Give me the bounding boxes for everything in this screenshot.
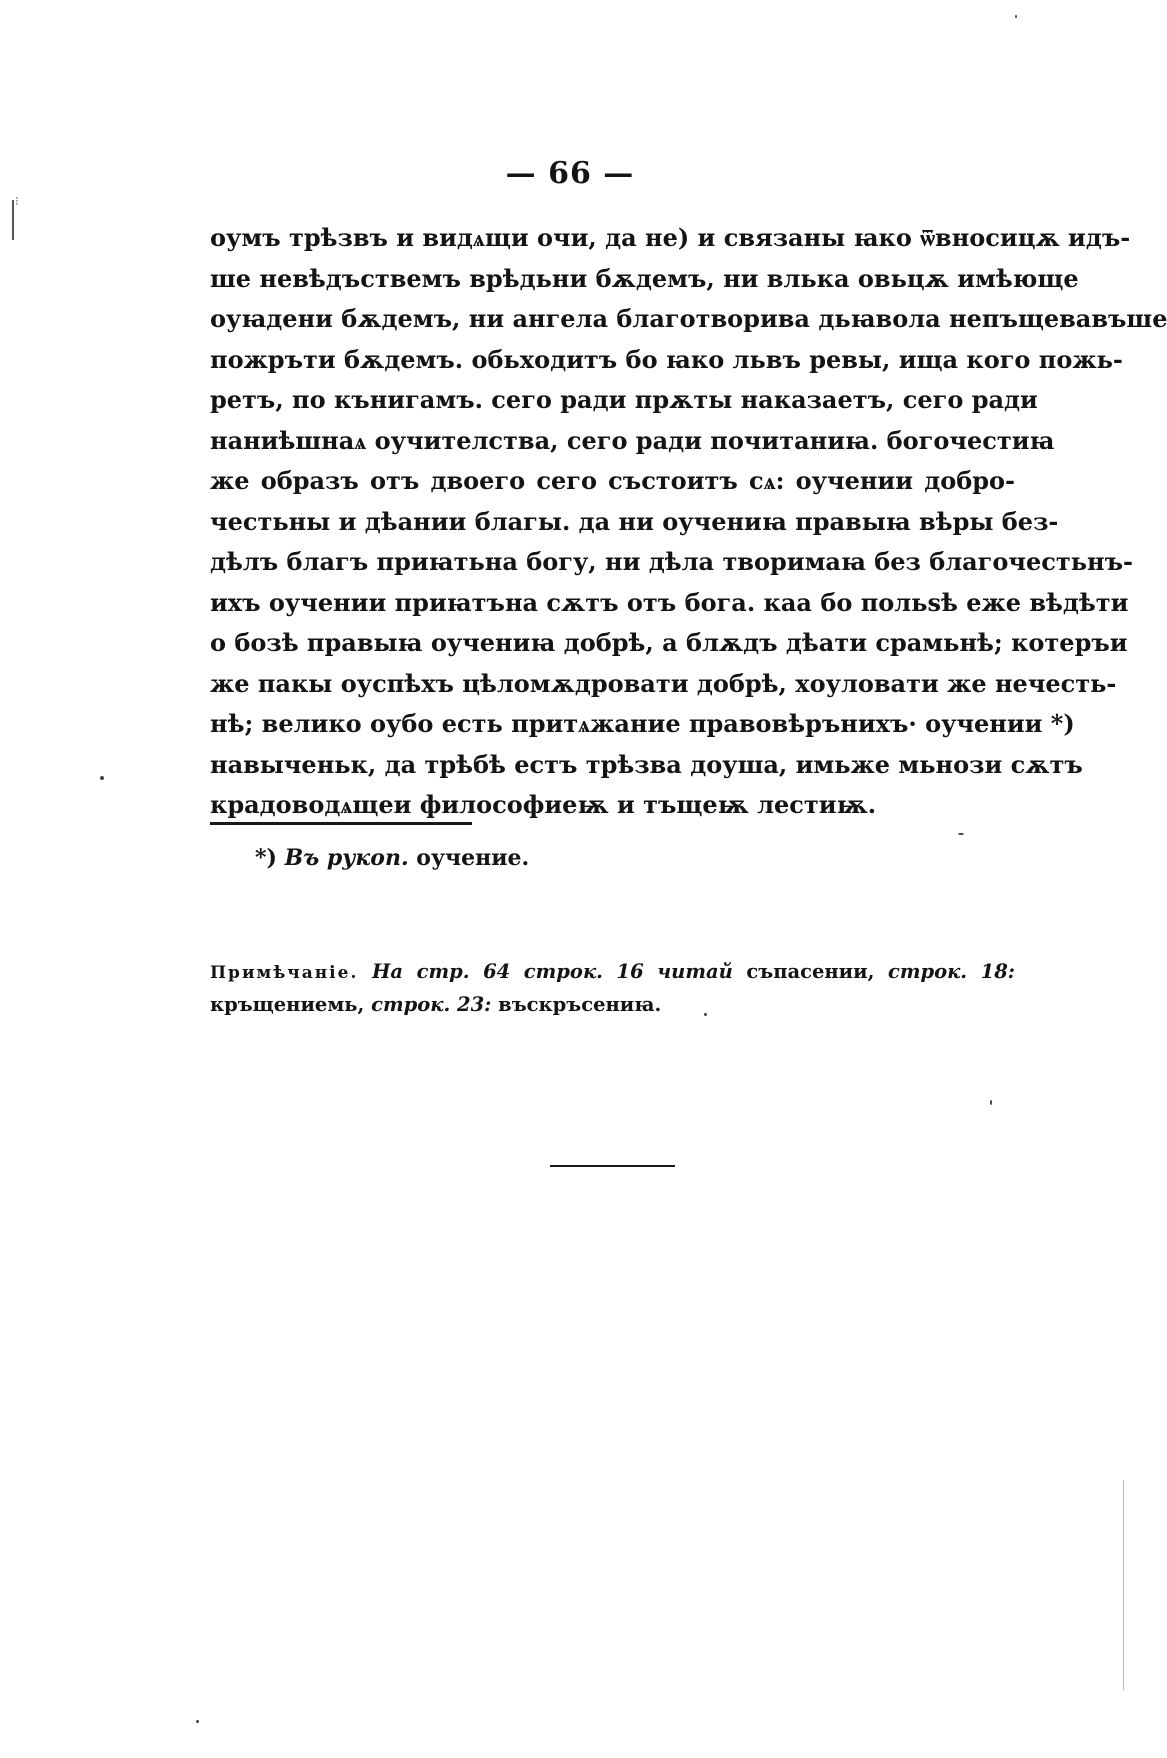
errata-reference: строк. 23: bbox=[371, 993, 492, 1016]
text-line: честьны и дѣании благы. да ни оучениꙗ правыꙗ вѣры без- bbox=[210, 506, 1059, 536]
errata-label: Примѣчаніе. bbox=[210, 963, 359, 983]
errata-note bbox=[210, 955, 1015, 1021]
text-line: о бозѣ правыꙗ оучениꙗ добрѣ, а блѫдъ дѣати срамьнѣ; котеръи bbox=[210, 628, 1128, 657]
scan-speck bbox=[100, 776, 104, 780]
errata-correction: въскръсениꙗ. bbox=[498, 993, 662, 1016]
end-rule bbox=[550, 1165, 675, 1167]
text-line: нѣ; велико оубо есть притѧжание правовѣрънихъ· оучении *) bbox=[210, 709, 1075, 738]
scan-edge-line bbox=[1123, 1480, 1124, 1690]
text-line: же образъ отъ двоего сего състоитъ сѧ: оучении добро- bbox=[210, 466, 1015, 495]
text-line: наниѣшнаѧ оучителства, сего ради почитаниꙗ. богочестиꙗ bbox=[210, 425, 1055, 455]
errata-reference: На стр. 64 строк. 16 читай bbox=[371, 960, 733, 983]
scan-speck bbox=[1015, 15, 1017, 18]
footnote-rule bbox=[210, 822, 472, 825]
footnote-source: Въ рукоп. bbox=[284, 845, 409, 871]
text-line: пожръти бѫдемъ. обьходитъ бо ꙗко львъ ревы, ища кого пожь- bbox=[210, 344, 1123, 374]
errata-correction: кръщениемь, bbox=[210, 993, 365, 1016]
errata-line-2 bbox=[210, 988, 1015, 1021]
text-line: оумъ трѣзвъ и видѧщи очи, да не) и связаны ꙗко ѿвносицѫ идъ- bbox=[210, 223, 1131, 252]
body-text bbox=[210, 218, 1167, 826]
scan-speck bbox=[990, 1100, 992, 1105]
footnote bbox=[255, 842, 529, 874]
text-line: ше невѣдъствемъ врѣдьни бѫдемъ, ни влька овьцѫ имѣюще bbox=[210, 263, 1079, 293]
scan-speck bbox=[958, 833, 964, 835]
text-line: оуꙗдени бѫдемъ, ни ангела благотворива дьꙗвола непъщевавъше bbox=[210, 304, 1167, 333]
scan-speck bbox=[704, 1013, 707, 1016]
errata-correction: съпасении, bbox=[746, 960, 875, 983]
errata-reference: строк. 18: bbox=[887, 960, 1015, 983]
text-line: ихъ оучении приꙗтъна сѫтъ отъ бога. каа бо польѕѣ еже вѣдѣти bbox=[210, 587, 1129, 617]
footnote-marker: *) bbox=[255, 845, 277, 871]
margin-mark bbox=[12, 200, 14, 240]
margin-dots: ⁝ bbox=[15, 194, 19, 208]
scan-speck bbox=[196, 1720, 199, 1723]
page-number: — 66 — bbox=[505, 156, 635, 191]
text-line: же пакы оуспѣхъ цѣломѫдровати добрѣ, хоуловати же нечесть- bbox=[210, 668, 1117, 698]
footnote-reading: оучение. bbox=[416, 845, 530, 871]
text-line: дѣлъ благъ приꙗтьна богу, ни дѣла творимаꙗ без благочестьнъ- bbox=[210, 547, 1133, 576]
text-line: навыченьк, да трѣбѣ естъ трѣзва доуша, имьже мьнози сѫтъ bbox=[210, 749, 1083, 779]
errata-line-1 bbox=[210, 955, 1015, 988]
text-line: ретъ, по кънигамъ. сего ради прѫты наказаетъ, сего ради bbox=[210, 385, 1038, 414]
text-line: крадоводѧщеи философиеѭ и тъщеѭ лестиѭ. bbox=[210, 790, 877, 819]
